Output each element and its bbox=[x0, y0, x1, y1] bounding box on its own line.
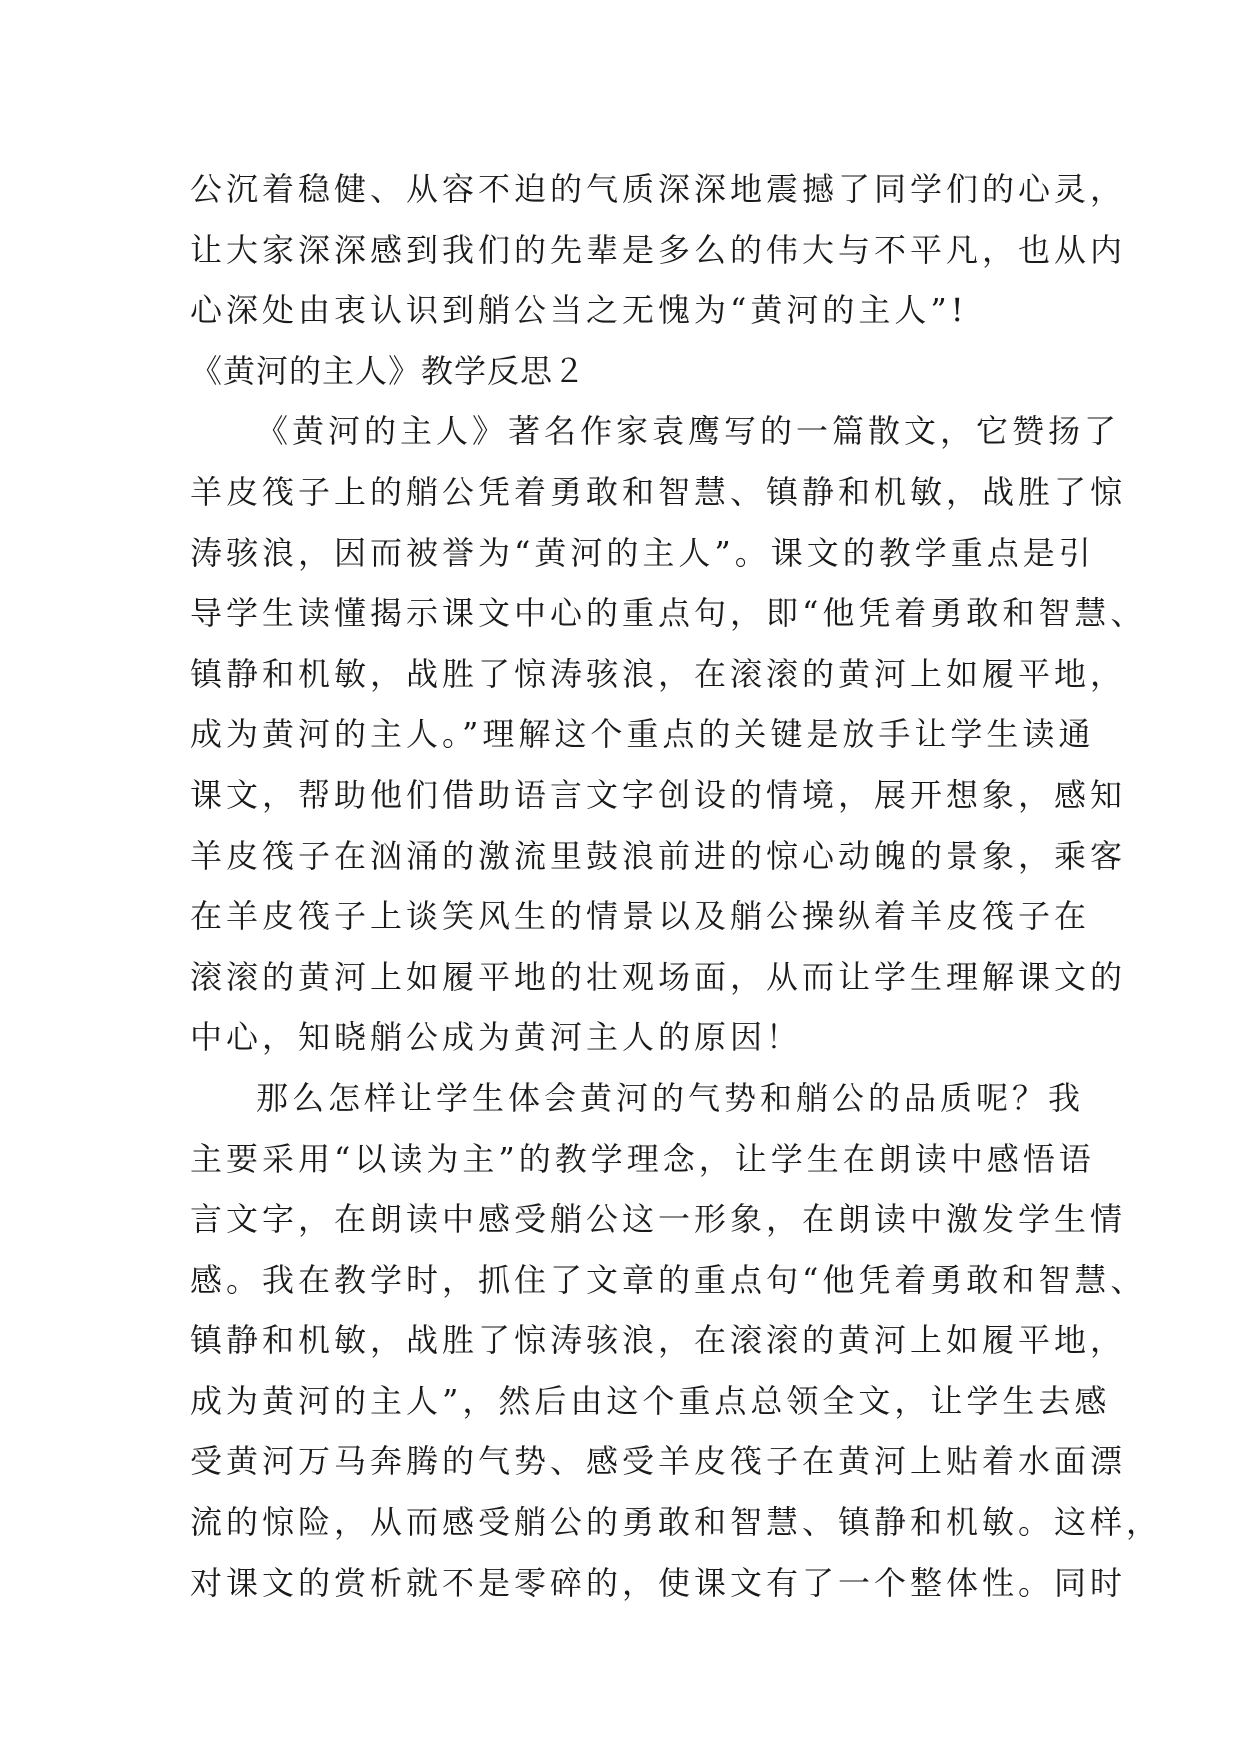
text-line: 流的惊险，从而感受艄公的勇敢和智慧、镇静和机敏。这样， bbox=[190, 1503, 1163, 1542]
text-line: 感。我在教学时，抓住了文章的重点句“他凭着勇敢和智慧、 bbox=[190, 1260, 1147, 1299]
text-line: 涛骇浪，因而被誉为“黄河的主人”。课文的教学重点是引 bbox=[190, 533, 1095, 572]
text-line: 镇静和机敏，战胜了惊涛骇浪，在滚滚的黄河上如履平地， bbox=[190, 1321, 1127, 1360]
text-line: 受黄河万马奔腾的气势、感受羊皮筏子在黄河上贴着水面漂 bbox=[190, 1442, 1127, 1481]
document-body bbox=[190, 159, 1163, 1613]
text-line: 公沉着稳健、从容不迫的气质深深地震撼了同学们的心灵， bbox=[190, 170, 1127, 208]
paragraph-1 bbox=[190, 401, 1147, 1068]
text-line: 心深处由衷认识到艄公当之无愧为“黄河的主人”! bbox=[190, 291, 968, 330]
text-line: 羊皮筏子在汹涌的激流里鼓浪前进的惊心动魄的景象，乘客 bbox=[190, 836, 1127, 875]
text-line: 成为黄河的主人”，然后由这个重点总领全文，让学生去感 bbox=[190, 1381, 1111, 1420]
text-line: 《黄河的主人》著名作家袁鹰写的一篇散文，它赞扬了 bbox=[256, 412, 1121, 451]
section-heading: 《黄河的主人》教学反思２ bbox=[190, 351, 587, 390]
text-line: 成为黄河的主人。”理解这个重点的关键是放手让学生读通 bbox=[190, 715, 1095, 754]
text-line: 羊皮筏子上的艄公凭着勇敢和智慧、镇静和机敏，战胜了惊 bbox=[190, 472, 1127, 511]
text-line: 主要采用“以读为主”的教学理念，让学生在朗读中感悟语 bbox=[190, 1139, 1095, 1178]
text-line: 滚滚的黄河上如履平地的壮观场面，从而让学生理解课文的 bbox=[190, 957, 1127, 996]
text-line: 在羊皮筏子上谈笑风生的情景以及艄公操纵着羊皮筏子在 bbox=[190, 897, 1091, 936]
paragraph-continuation bbox=[190, 159, 1127, 341]
paragraph-2 bbox=[190, 1068, 1163, 1613]
text-line: 课文，帮助他们借助语言文字创设的情境，展开想象，感知 bbox=[190, 775, 1127, 814]
text-line: 言文字，在朗读中感受艄公这一形象，在朗读中激发学生情 bbox=[190, 1200, 1127, 1239]
text-line: 让大家深深感到我们的先辈是多么的伟大与不平凡，也从内 bbox=[190, 230, 1127, 269]
text-line: 中心，知晓艄公成为黄河主人的原因！ bbox=[190, 1018, 803, 1057]
text-line: 镇静和机敏，战胜了惊涛骇浪，在滚滚的黄河上如履平地， bbox=[190, 654, 1127, 693]
text-line: 对课文的赏析就不是零碎的，使课文有了一个整体性。同时 bbox=[190, 1563, 1127, 1602]
text-line: 那么怎样让学生体会黄河的气势和艄公的品质呢？我 bbox=[256, 1078, 1085, 1117]
text-line: 导学生读懂揭示课文中心的重点句，即“他凭着勇敢和智慧、 bbox=[190, 594, 1147, 633]
